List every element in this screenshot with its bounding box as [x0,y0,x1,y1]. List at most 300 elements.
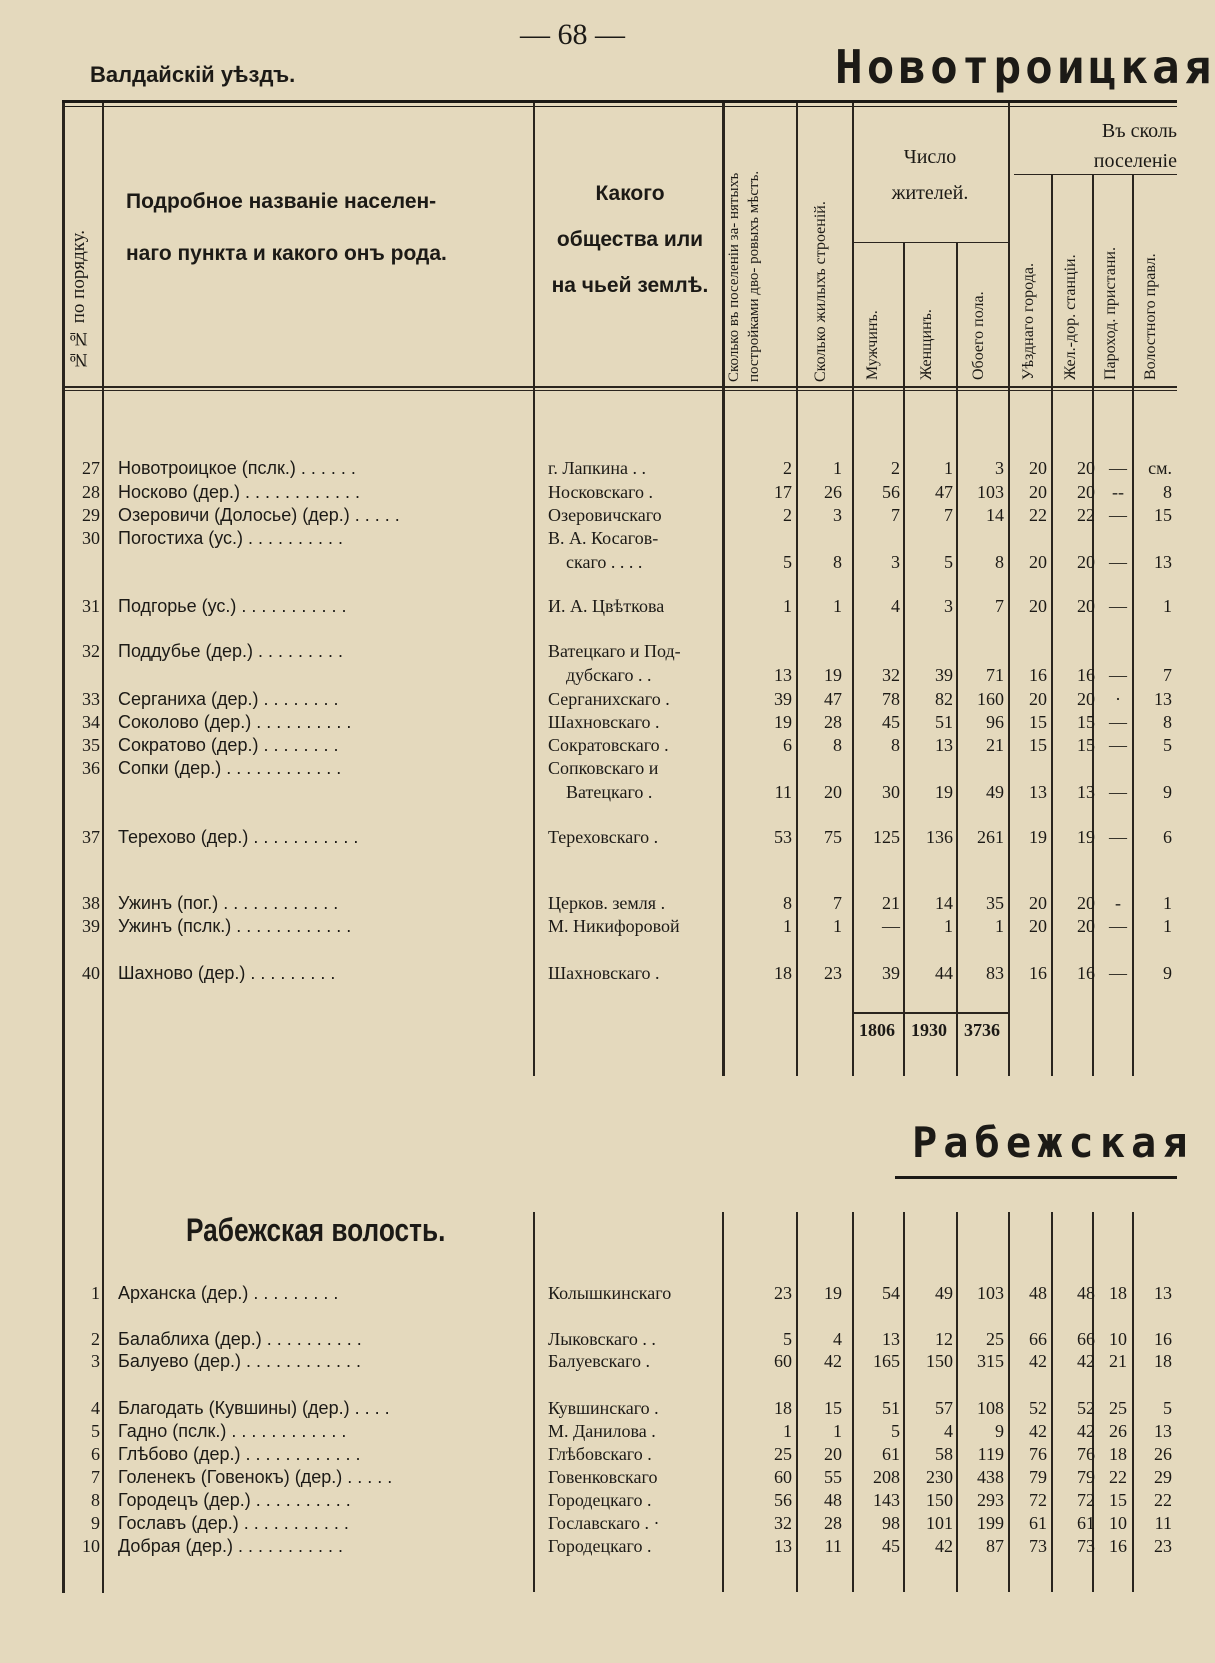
volost-distance: 13 [1154,552,1172,572]
place-name: Ужинъ (пог.) . . . . . . . . . . . . [118,893,339,913]
women-count: 101 [926,1513,953,1533]
women-count: 44 [935,963,953,983]
section-underline [895,1176,1177,1179]
volost-distance: 1 [1163,596,1172,616]
volost-distance: 5 [1163,735,1172,755]
rabezhskaya-heading: Рабежская [912,1118,1194,1167]
town-distance: 76 [1029,1444,1047,1464]
town-distance: 13 [1029,782,1047,802]
row-number: 38 [82,893,100,913]
women-count: 39 [935,665,953,685]
volost-distance: 13 [1154,689,1172,709]
place-name: Балуево (дер.) . . . . . . . . . . . . [118,1351,362,1371]
place-name: Поддубье (дер.) . . . . . . . . . [118,641,343,661]
row-number: 7 [91,1467,100,1487]
table-row [0,711,1177,733]
total-men: 1806 [859,1020,895,1040]
row-number: 33 [82,689,100,709]
col-yards: Сколько въ поселеніи за- нятыхъ постройками дво- ровыхъ мѣстъ. [726,170,762,382]
total-count: 49 [986,782,1004,802]
pier-distance: - [1115,893,1121,913]
yards-count: 18 [774,1398,792,1418]
town-distance: 20 [1029,689,1047,709]
pier-distance: — [1109,735,1127,755]
society-name: Говенковскаго [548,1467,658,1487]
total-count: 21 [986,735,1004,755]
buildings-count: 26 [824,482,842,502]
buildings-count: 75 [824,827,842,847]
men-count: 7 [891,505,900,525]
men-count: 2 [891,458,900,478]
page-number: — 68 — [520,18,625,51]
total-count: 3 [995,458,1004,478]
men-count: — [882,916,900,936]
col-num: №№ по порядку. [68,229,89,370]
men-count: 30 [882,782,900,802]
row-number: 9 [91,1513,100,1533]
men-count: 165 [873,1351,900,1371]
women-count: 1 [944,916,953,936]
table-row [0,457,1177,479]
yards-count: 11 [774,782,792,802]
row-number: 36 [82,758,100,778]
place-name: Серганиха (дер.) . . . . . . . . [118,689,339,709]
volost-distance: 13 [1154,1283,1172,1303]
table-row [0,892,1177,914]
total-count: 103 [977,482,1004,502]
row-number: 30 [82,528,100,548]
col-distance-line2: поселеніе [1093,150,1177,172]
place-name: Гадно (пслк.) . . . . . . . . . . . . [118,1421,347,1441]
place-name: Добрая (дер.) . . . . . . . . . . . [118,1536,344,1556]
men-count: 45 [882,1536,900,1556]
society-name: В. А. Косагов- [548,528,659,548]
yards-count: 60 [774,1351,792,1371]
buildings-count: 42 [824,1351,842,1371]
col-distance-line1: Въ сколь [1101,120,1177,142]
volost-distance: 13 [1154,1421,1172,1441]
place-name: Соколово (дер.) . . . . . . . . . . [118,712,352,732]
place-name: Озеровичи (Долосье) (дер.) . . . . . [118,505,400,525]
men-count: 39 [882,963,900,983]
buildings-count: 28 [824,1513,842,1533]
society-name: Балуевскаго . [548,1351,650,1371]
pier-distance: — [1109,552,1127,572]
place-name: Гославъ (дер.) . . . . . . . . . . . [118,1513,349,1533]
row-number: 37 [82,827,100,847]
total-count: 35 [986,893,1004,913]
society-name: Сопковскаго и [548,758,659,778]
buildings-count: 47 [824,689,842,709]
society-name: Ватецкаго и Под- [548,641,681,661]
pier-distance: 25 [1109,1398,1127,1418]
place-name: Благодать (Кувшины) (дер.) . . . . [118,1398,390,1418]
women-count: 49 [935,1283,953,1303]
total-count: 1 [995,916,1004,936]
rail-distance: 20 [1077,689,1095,709]
rail-distance: 20 [1077,916,1095,936]
buildings-count: 1 [833,1421,842,1441]
volost-distance: 1 [1163,893,1172,913]
town-distance: 72 [1029,1490,1047,1510]
table-row [0,1397,1177,1419]
volost-distance: 29 [1154,1467,1172,1487]
table-row [0,1512,1177,1534]
town-distance: 73 [1029,1536,1047,1556]
rail-distance: 79 [1077,1467,1095,1487]
buildings-count: 23 [824,963,842,983]
yards-count: 2 [783,458,792,478]
women-count: 13 [935,735,953,755]
society-name: г. Лапкина . . [548,458,646,478]
society-name: М. Данилова . [548,1421,656,1441]
buildings-count: 1 [833,916,842,936]
place-name: Шахново (дер.) . . . . . . . . . [118,963,336,983]
total-count: 315 [977,1351,1004,1371]
pier-distance: — [1109,963,1127,983]
yards-count: 23 [774,1283,792,1303]
volost-distance: 22 [1154,1490,1172,1510]
pier-distance: — [1109,505,1127,525]
rail-distance: 73 [1077,1536,1095,1556]
society-name: Сократовскаго . [548,735,669,755]
town-distance: 22 [1029,505,1047,525]
row-number: 39 [82,916,100,936]
pier-distance: -- [1112,482,1124,502]
buildings-count: 1 [833,596,842,616]
col-volost: Волостного правл. [1142,253,1159,380]
rail-distance: 20 [1077,596,1095,616]
row-number: 35 [82,735,100,755]
total-count: 7 [995,596,1004,616]
row-number: 10 [82,1536,100,1556]
men-count: 56 [882,482,900,502]
volost-distance: 9 [1163,782,1172,802]
table-row [0,734,1177,756]
row-number: 3 [91,1351,100,1371]
buildings-count: 28 [824,712,842,732]
women-count: 19 [935,782,953,802]
society-name: Кувшинскаго . [548,1398,659,1418]
society-name: Тереховскаго . [548,827,659,847]
row-number: 5 [91,1421,100,1441]
women-count: 42 [935,1536,953,1556]
row-number: 27 [82,458,100,478]
total-count: 160 [977,689,1004,709]
yards-count: 25 [774,1444,792,1464]
pier-distance: 18 [1109,1444,1127,1464]
total-count: 8 [995,552,1004,572]
table-row [0,504,1177,526]
volost-distance: 26 [1154,1444,1172,1464]
women-count: 150 [926,1351,953,1371]
col-both: Обоего пола. [970,291,987,380]
col-society-line3: на чьей землѣ. [551,274,709,297]
town-distance: 48 [1029,1283,1047,1303]
yards-count: 5 [783,552,792,572]
total-count: 71 [986,665,1004,685]
volost-distance: 18 [1154,1351,1172,1371]
rail-distance: 20 [1077,552,1095,572]
table-row [0,915,1177,937]
men-count: 13 [882,1329,900,1349]
pier-distance: · [1115,689,1121,709]
men-count: 125 [873,827,900,847]
town-distance: 20 [1029,458,1047,478]
men-count: 4 [891,596,900,616]
women-count: 47 [935,482,953,502]
volost-distance: 15 [1154,505,1172,525]
table-row [0,640,1177,685]
town-distance: 52 [1029,1398,1047,1418]
men-count: 32 [882,665,900,685]
row-number: 28 [82,482,100,502]
women-count: 7 [944,505,953,525]
pier-distance: — [1109,916,1127,936]
pier-distance: — [1109,827,1127,847]
society-name: Озеровичскаго [548,505,662,525]
rail-distance: 48 [1077,1283,1095,1303]
women-count: 4 [944,1421,953,1441]
pier-distance: 10 [1109,1513,1127,1533]
rabezhskaya-volost-title: Рабежская волость. [186,1212,446,1248]
society-name: Шахновскаго . [548,712,660,732]
pier-distance: 18 [1109,1283,1127,1303]
place-name: Ужинъ (пслк.) . . . . . . . . . . . . [118,916,352,936]
place-name: Сократово (дер.) . . . . . . . . [118,735,339,755]
place-name: Сопки (дер.) . . . . . . . . . . . . [118,758,342,778]
town-distance: 79 [1029,1467,1047,1487]
col-residents-line2: жителей. [891,182,969,204]
yards-count: 8 [783,893,792,913]
total-count: 261 [977,827,1004,847]
rail-distance: 16 [1077,665,1095,685]
col-residents-line1: Число [903,146,957,168]
women-count: 150 [926,1490,953,1510]
row-number: 1 [91,1283,100,1303]
total-count: 9 [995,1421,1004,1441]
table-row [0,595,1177,617]
buildings-count: 4 [833,1329,842,1349]
col-buildings: Сколько жилыхъ строеній. [812,201,829,382]
place-name: Погостиха (ус.) . . . . . . . . . . [118,528,344,548]
row-number: 29 [82,505,100,525]
town-distance: 42 [1029,1351,1047,1371]
yards-count: 39 [774,689,792,709]
society-name: Ватецкаго . [566,782,653,802]
women-count: 51 [935,712,953,732]
volost-distance: 1 [1163,916,1172,936]
yards-count: 1 [783,916,792,936]
rail-distance: 76 [1077,1444,1095,1464]
total-count: 103 [977,1283,1004,1303]
women-count: 57 [935,1398,953,1418]
town-distance: 61 [1029,1513,1047,1533]
men-count: 21 [882,893,900,913]
women-count: 58 [935,1444,953,1464]
town-distance: 15 [1029,735,1047,755]
yards-count: 1 [783,1421,792,1441]
col-society-line1: Какого [595,182,665,205]
total-count: 87 [986,1536,1004,1556]
town-distance: 20 [1029,552,1047,572]
pier-distance: 22 [1109,1467,1127,1487]
table-row [0,1443,1177,1465]
place-name: Подгорье (ус.) . . . . . . . . . . . [118,596,347,616]
pier-distance: — [1109,596,1127,616]
place-name: Новотроицкое (пслк.) . . . . . . [118,458,356,478]
rail-distance: 66 [1077,1329,1095,1349]
row-number: 31 [82,596,100,616]
table-row [0,962,1177,984]
buildings-count: 20 [824,1444,842,1464]
buildings-count: 19 [824,1283,842,1303]
table-row [0,1535,1177,1557]
table-row [0,757,1177,802]
place-name: Балаблиха (дер.) . . . . . . . . . . [118,1329,362,1349]
total-count: 293 [977,1490,1004,1510]
women-count: 82 [935,689,953,709]
pier-distance: 16 [1109,1536,1127,1556]
town-distance: 19 [1029,827,1047,847]
town-distance: 20 [1029,893,1047,913]
row-number: 32 [82,641,100,661]
women-count: 5 [944,552,953,572]
rail-distance: 19 [1077,827,1095,847]
volost-distance: 11 [1154,1513,1172,1533]
buildings-count: 20 [824,782,842,802]
total-count: 199 [977,1513,1004,1533]
buildings-count: 1 [833,458,842,478]
col-women: Женщинъ. [918,309,935,380]
total-count: 25 [986,1329,1004,1349]
yards-count: 6 [783,735,792,755]
yards-count: 2 [783,505,792,525]
pier-distance: 21 [1109,1351,1127,1371]
pier-distance: 15 [1109,1490,1127,1510]
table-row [0,481,1177,503]
buildings-count: 19 [824,665,842,685]
place-name: Городецъ (дер.) . . . . . . . . . . [118,1490,351,1510]
yards-count: 19 [774,712,792,732]
yards-count: 56 [774,1490,792,1510]
buildings-count: 7 [833,893,842,913]
buildings-count: 3 [833,505,842,525]
yards-count: 17 [774,482,792,502]
society-name: Шахновскаго . [548,963,660,983]
volost-distance: 23 [1154,1536,1172,1556]
society-name: скаго . . . . [566,552,643,572]
yards-count: 13 [774,665,792,685]
pier-distance: 10 [1109,1329,1127,1349]
town-distance: 42 [1029,1421,1047,1441]
buildings-count: 8 [833,552,842,572]
total-count: 96 [986,712,1004,732]
society-name: Колышкинскаго [548,1283,672,1303]
men-count: 45 [882,712,900,732]
place-name: Терехово (дер.) . . . . . . . . . . . [118,827,359,847]
pier-distance: — [1109,782,1127,802]
rail-distance: 16 [1077,963,1095,983]
rail-distance: 52 [1077,1398,1095,1418]
yards-count: 1 [783,596,792,616]
table-row [0,1350,1177,1372]
yards-count: 18 [774,963,792,983]
col-society-line2: общества или [556,228,704,251]
rail-distance: 13 [1077,782,1095,802]
col-pier: Пароход. пристани. [1102,247,1119,380]
volost-distance: 6 [1163,827,1172,847]
rail-distance: 42 [1077,1421,1095,1441]
pier-distance: 26 [1109,1421,1127,1441]
society-name: Городецкаго . [548,1536,652,1556]
total-count: 83 [986,963,1004,983]
volost-distance: 9 [1163,963,1172,983]
society-name: Серганихскаго . [548,689,670,709]
table-row [0,1420,1177,1442]
men-count: 208 [873,1467,900,1487]
men-count: 51 [882,1398,900,1418]
volost-distance: 8 [1163,712,1172,732]
society-name: дубскаго . . [566,665,652,685]
town-distance: 16 [1029,665,1047,685]
men-count: 78 [882,689,900,709]
men-count: 3 [891,552,900,572]
men-count: 98 [882,1513,900,1533]
women-count: 12 [935,1329,953,1349]
rail-distance: 20 [1077,482,1095,502]
district-title: Валдайскій уѣздъ. [90,62,296,87]
total-count: 438 [977,1467,1004,1487]
table-row [0,527,1177,572]
col-name-line1: Подробное названіе населен- [126,190,437,213]
pier-distance: — [1109,712,1127,732]
buildings-count: 15 [824,1398,842,1418]
town-distance: 66 [1029,1329,1047,1349]
society-name: Церков. земля . [548,893,666,913]
pier-distance: — [1109,665,1127,685]
rail-distance: 22 [1077,505,1095,525]
society-name: И. А. Цвѣткова [548,596,665,616]
men-count: 61 [882,1444,900,1464]
buildings-count: 48 [824,1490,842,1510]
men-count: 54 [882,1283,900,1303]
volost-distance: см. [1148,458,1172,478]
rail-distance: 20 [1077,893,1095,913]
buildings-count: 11 [824,1536,842,1556]
row-number: 6 [91,1444,100,1464]
town-distance: 15 [1029,712,1047,732]
col-rail: Жел.-дор. станціи. [1062,254,1079,380]
table-row [0,688,1177,710]
rail-distance: 20 [1077,458,1095,478]
table-row [0,1489,1177,1511]
buildings-count: 8 [833,735,842,755]
table-row [0,1466,1177,1488]
society-name: Лыковскаго . . [548,1329,656,1349]
town-distance: 20 [1029,482,1047,502]
rail-distance: 61 [1077,1513,1095,1533]
women-count: 3 [944,596,953,616]
town-distance: 20 [1029,596,1047,616]
volost-heading: Новотроицкая [835,40,1215,94]
women-count: 1 [944,458,953,478]
col-town: Уѣзднаго города. [1020,263,1037,380]
society-name: Носковскаго . [548,482,654,502]
place-name: Голенекъ (Говенокъ) (дер.) . . . . . [118,1467,393,1487]
women-count: 14 [935,893,953,913]
place-name: Арханска (дер.) . . . . . . . . . [118,1283,339,1303]
